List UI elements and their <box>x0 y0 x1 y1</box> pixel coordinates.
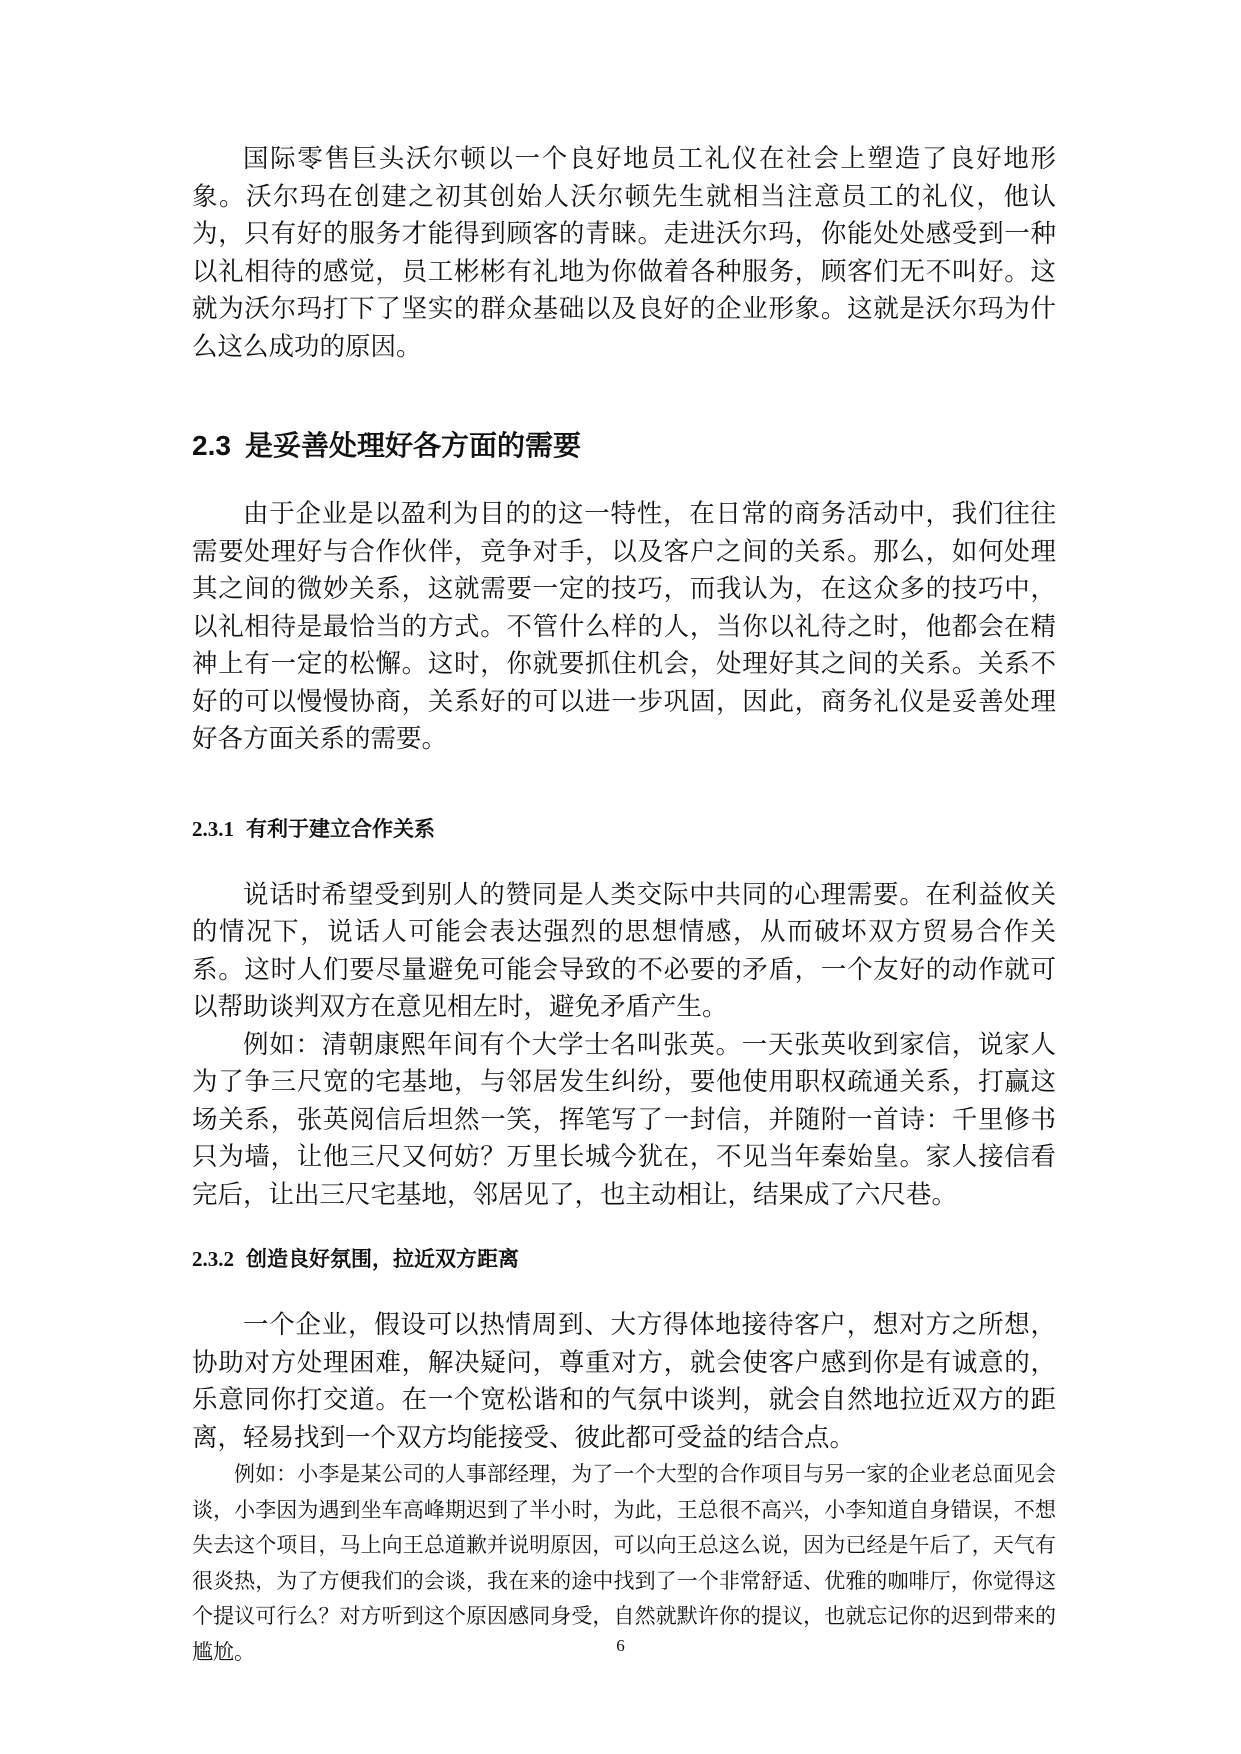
subsection-heading-2-3-2 <box>192 1244 1056 1274</box>
section-title: 是妥善处理好各方面的需要 <box>244 429 581 462</box>
paragraph-section-2-3-1-a: 说话时希望受到别人的赞同是人类交际中共同的心理需要。在利益攸关的情况下，说话人可能会表达强烈的思想情感，从而破坏双方贸易合作关系。这时人们要尽量避免可能会导致的不必要的矛盾，一个友好的动作就可以帮助谈判双方在意见相左时，避免矛盾产生。 <box>192 879 1056 1022</box>
subsection-heading-2-3-1 <box>192 814 1056 844</box>
paragraph-section-2-3-2-b: 例如：小李是某公司的人事部经理，为了一个大型的合作项目与另一家的企业老总面见会谈，小李因为遇到坐车高峰期迟到了半小时，为此，王总很不高兴，小李知道自身错误，不想失去这个项目，马上向王总道歉并说明原因，可以向王总这么说，因为已经是午后了，天气有很炎热，为了方便我们的会谈，我在来的途中找到了一个非常舒适、优雅的咖啡厅，你觉得这个提议可行么？对方听到这个原因感同身受，自然就默许你的提议，也就忘记你的迟到带来的尴尬。 <box>192 1462 1056 1664</box>
subsection-number: 2.3.2 <box>192 1247 234 1271</box>
subsection-number: 2.3.1 <box>192 816 234 841</box>
section-number: 2.3 <box>192 430 231 461</box>
page-number: 6 <box>616 1636 625 1655</box>
section-heading-2-3 <box>192 426 1056 466</box>
paragraph-section-2-3: 由于企业是以盈利为目的的这一特性，在日常的商务活动中，我们往往需要处理好与合作伙伴，竞争对手，以及客户之间的关系。那么，如何处理其之间的微妙关系，这就需要一定的技巧，而我认为，在这众多的技巧中，以礼相待是最恰当的方式。不管什么样的人，当你以礼待之时，他都会在精神上有一定的松懈。这时，你就要抓住机会，处理好其之间的关系。关系不好的可以慢慢协商，关系好的可以进一步巩固，因此，商务礼仪是妥善处理好各方面关系的需要。 <box>192 499 1056 754</box>
subsection-title: 创造良好氛围，拉近双方距离 <box>246 1247 519 1271</box>
paragraph-section-2-3-2-a: 一个企业，假设可以热情周到、大方得体地接待客户，想对方之所想，协助对方处理困难，解决疑问，尊重对方，就会使客户感到你是有诚意的，乐意同你打交道。在一个宽松谐和的气氛中谈判，就会自然地拉近双方的距离，轻易找到一个双方均能接受、彼此都可受益的结合点。 <box>192 1310 1056 1453</box>
paragraph-walmart: 国际零售巨头沃尔顿以一个良好地员工礼仪在社会上塑造了良好地形象。沃尔玛在创建之初其创始人沃尔顿先生就相当注意员工的礼仪，他认为，只有好的服务才能得到顾客的青睐。走进沃尔玛，你能处处感受到一种以礼相待的感觉，员工彬彬有礼地为你做着各种服务，顾客们无不叫好。这就为沃尔玛打下了坚实的群众基础以及良好的企业形象。这就是沃尔玛为什么这么成功的原因。 <box>192 144 1056 362</box>
paragraph-section-2-3-1-b: 例如：清朝康熙年间有个大学士名叫张英。一天张英收到家信，说家人为了争三尺宽的宅基地，与邻居发生纠纷，要他使用职权疏通关系，打赢这场关系，张英阅信后坦然一笑，挥笔写了一封信，并随附一首诗：千里修书只为墙，让他三尺又何妨？万里长城今犹在，不见当年秦始皇。家人接信看完后，让出三尺宅基地，邻居见了，也主动相让，结果成了六尺巷。 <box>192 1029 1056 1210</box>
page-content <box>192 141 1056 1670</box>
subsection-title: 有利于建立合作关系 <box>246 816 435 841</box>
